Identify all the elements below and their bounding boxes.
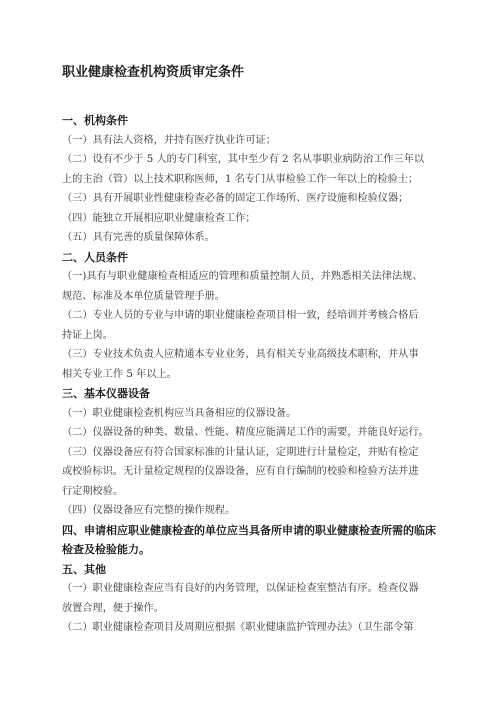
paragraph — [62, 423, 438, 443]
section-basic-equipment — [62, 384, 438, 521]
section-heading: 一、机构条件 — [62, 114, 128, 127]
text-line: 相关专业工作 5 年以上。 — [62, 368, 177, 380]
paragraph — [62, 501, 438, 521]
paragraph — [62, 131, 438, 151]
text-line: 规范、标准及本单位质量管理手册。 — [62, 290, 225, 302]
text-line: （四）能独立开展相应职业健康检查工作； — [62, 212, 256, 224]
text-line: （五）具有完善的质量保障体系。 — [62, 232, 215, 243]
paragraph — [62, 189, 438, 209]
text-line: （二）设有不少于 5 人的专门科室，其中至少有 2 名从事职业病防治工作三年以 — [62, 154, 425, 165]
paragraph — [62, 150, 438, 189]
text-line: 放置合理，便于操作。 — [62, 602, 164, 614]
document-title: 职业健康检查机构资质审定条件 — [62, 65, 245, 80]
paragraph — [62, 345, 438, 384]
section-personnel-conditions — [62, 248, 438, 385]
text-line: （一）职业健康检查机构应当具备相应的仪器设备。 — [62, 407, 297, 419]
section-institution-conditions — [62, 111, 438, 248]
section-heading: 二、人员条件 — [62, 250, 128, 264]
text-line: （四）仪器设备应有完整的操作规程。 — [62, 505, 236, 516]
text-line: （二）专业人员的专业与申请的职业健康检查项目相一致，经培训并考核合格后 — [62, 310, 419, 321]
paragraph — [62, 209, 438, 229]
text-line: （二）仪器设备的种类、数量、性能、精度应能满足工作的需要，并能良好运行。 — [62, 427, 429, 438]
paragraph — [62, 579, 438, 618]
text-line: 上的主治（管）以上技术职称医师，1 名专门从事检验工作一年以上的检验士； — [62, 173, 419, 185]
paragraph — [62, 443, 438, 502]
heading-line: 检查及检验能力。 — [62, 543, 150, 556]
heading-line: 四、申请相应职业健康检查的单位应当具备所申请的职业健康检查所需的临床 — [62, 523, 436, 537]
paragraph — [62, 618, 438, 638]
section-heading — [62, 521, 438, 560]
paragraph — [62, 267, 438, 306]
text-line: （三）仪器设备应有符合国家标准的计量认证，定期进行计量检定，并贴有检定 — [62, 446, 419, 458]
text-line: （一）具有法人资格，并持有医疗执业许可证； — [62, 134, 276, 146]
text-line: （三）专业技术负责人应精通本专业业务，具有相关专业高级技术职称，并从事 — [62, 349, 419, 360]
section-clinical-capability — [62, 521, 438, 560]
paragraph — [62, 306, 438, 345]
paragraph — [62, 404, 438, 424]
text-line: 或校验标识。无计量检定规程的仪器设备，应有自行编制的校验和检验方法并进 — [62, 466, 419, 477]
text-line: （二）职业健康检查项目及周期应根据《职业健康监护管理办法》（卫生部令第 — [62, 622, 414, 633]
text-line: （三）具有开展职业性健康检查必备的固定工作场所、医疗设施和检验仪器； — [62, 193, 409, 204]
text-line: 持证上岗。 — [62, 329, 113, 341]
document-body — [62, 111, 438, 638]
section-heading: 五、其他 — [62, 562, 106, 576]
section-heading: 三、基本仪器设备 — [62, 387, 150, 400]
paragraph — [62, 228, 438, 248]
text-line: （一)具有与职业健康检查相适应的管理和质量控制人员，并熟悉相关法律法规、 — [62, 271, 423, 282]
section-other — [62, 560, 438, 638]
text-line: （一）职业健康检查应当有良好的内务管理，以保证检查室整洁有序。检查仪器 — [62, 583, 419, 594]
text-line: 行定期校验。 — [62, 485, 124, 497]
